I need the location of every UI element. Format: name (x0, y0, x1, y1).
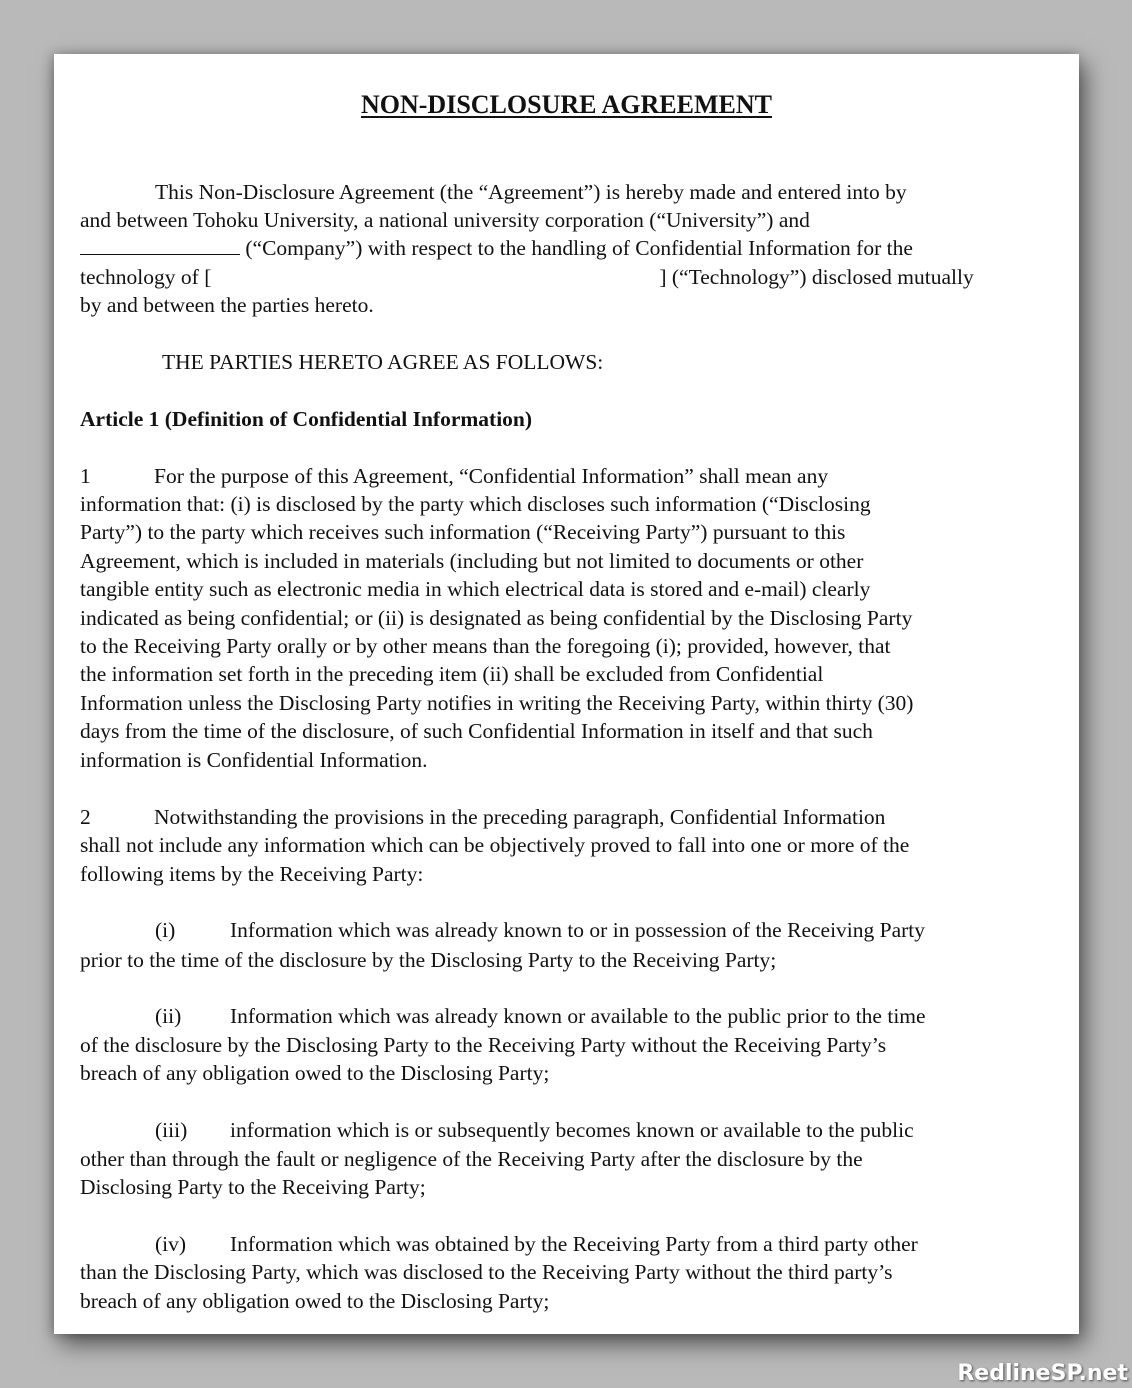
intro-text: technology of [ (80, 265, 212, 289)
intro-line: and between Tohoku University, a national university corporation (“University”) and (80, 208, 810, 232)
p1-line: Information unless the Disclosing Party notifies in writing the Receiving Party, within thirty (30) (80, 691, 914, 715)
item-line: of the disclosure by the Disclosing Party to the Receiving Party without the Receiving Party’s (80, 1033, 887, 1057)
item-line (155, 1116, 914, 1144)
p1-line (80, 462, 828, 490)
document-page (54, 54, 1079, 1334)
p1-line: Agreement, which is included in materials (including but not limited to documents or other (80, 549, 864, 573)
item-line: breach of any obligation owed to the Disclosing Party; (80, 1289, 550, 1313)
item-line: other than through the fault or negligence of the Receiving Party after the disclosure by the (80, 1147, 863, 1171)
item-line: breach of any obligation owed to the Disclosing Party; (80, 1061, 550, 1085)
intro-line (80, 263, 974, 291)
paragraph-number: 1 (80, 464, 91, 488)
item-number: (ii) (155, 1004, 182, 1028)
item-line: prior to the time of the disclosure by the Disclosing Party to the Receiving Party; (80, 948, 777, 972)
intro-text: ] (“Technology”) disclosed mutually (659, 265, 974, 289)
item-text: information which is or subsequently becomes known or available to the public (230, 1118, 914, 1142)
item-line (155, 916, 925, 944)
intro-text: (“Company”) with respect to the handling of Confidential Information for the (245, 236, 913, 260)
p2-text: Notwithstanding the provisions in the preceding paragraph, Confidential Information (154, 805, 886, 829)
p2-line: shall not include any information which can be objectively proved to fall into one or more of the (80, 833, 910, 857)
item-text: Information which was obtained by the Receiving Party from a third party other (230, 1232, 918, 1256)
agree-line: THE PARTIES HERETO AGREE AS FOLLOWS: (162, 350, 604, 374)
article-heading: Article 1 (Definition of Confidential Information) (80, 407, 533, 431)
p1-line: to the Receiving Party orally or by other means than the foregoing (i); provided, however, that (80, 634, 891, 658)
p1-line: Party”) to the party which receives such information (“Receiving Party”) pursuant to this (80, 520, 846, 544)
p1-line: indicated as being confidential; or (ii) is designated as being confidential by the Disclosing Party (80, 606, 913, 630)
item-number: (iv) (155, 1232, 187, 1256)
p1-text: For the purpose of this Agreement, “Confidential Information” shall mean any (154, 464, 829, 488)
intro-line: This Non-Disclosure Agreement (the “Agreement”) is hereby made and entered into by (155, 180, 907, 204)
p2-line: following items by the Receiving Party: (80, 862, 424, 886)
item-line: Disclosing Party to the Receiving Party; (80, 1175, 426, 1199)
document-title: NON-DISCLOSURE AGREEMENT (360, 90, 772, 119)
item-line (155, 1230, 918, 1258)
item-text: Information which was already known to or in possession of the Receiving Party (230, 918, 926, 942)
p1-line: the information set forth in the preceding item (ii) shall be excluded from Confidential (80, 662, 824, 686)
p1-line: information is Confidential Information. (80, 748, 428, 772)
p1-line: information that: (i) is disclosed by the party which discloses such information (“Disclosing (80, 492, 871, 516)
p2-line (80, 803, 885, 831)
item-text: Information which was already known or available to the public prior to the time (230, 1004, 926, 1028)
item-number: (i) (155, 918, 176, 942)
watermark: RedlineSP.net (957, 1361, 1128, 1386)
item-line (155, 1002, 926, 1030)
p1-line: days from the time of the disclosure, of such Confidential Information in itself and that such (80, 719, 873, 743)
paragraph-number: 2 (80, 805, 91, 829)
p1-line: tangible entity such as electronic media in which electrical data is stored and e-mail) clearly (80, 577, 871, 601)
intro-line: by and between the parties hereto. (80, 293, 374, 317)
intro-line (80, 234, 913, 262)
company-blank (80, 236, 240, 255)
item-number: (iii) (155, 1118, 188, 1142)
item-line: than the Disclosing Party, which was disclosed to the Receiving Party without the third party’s (80, 1260, 893, 1284)
